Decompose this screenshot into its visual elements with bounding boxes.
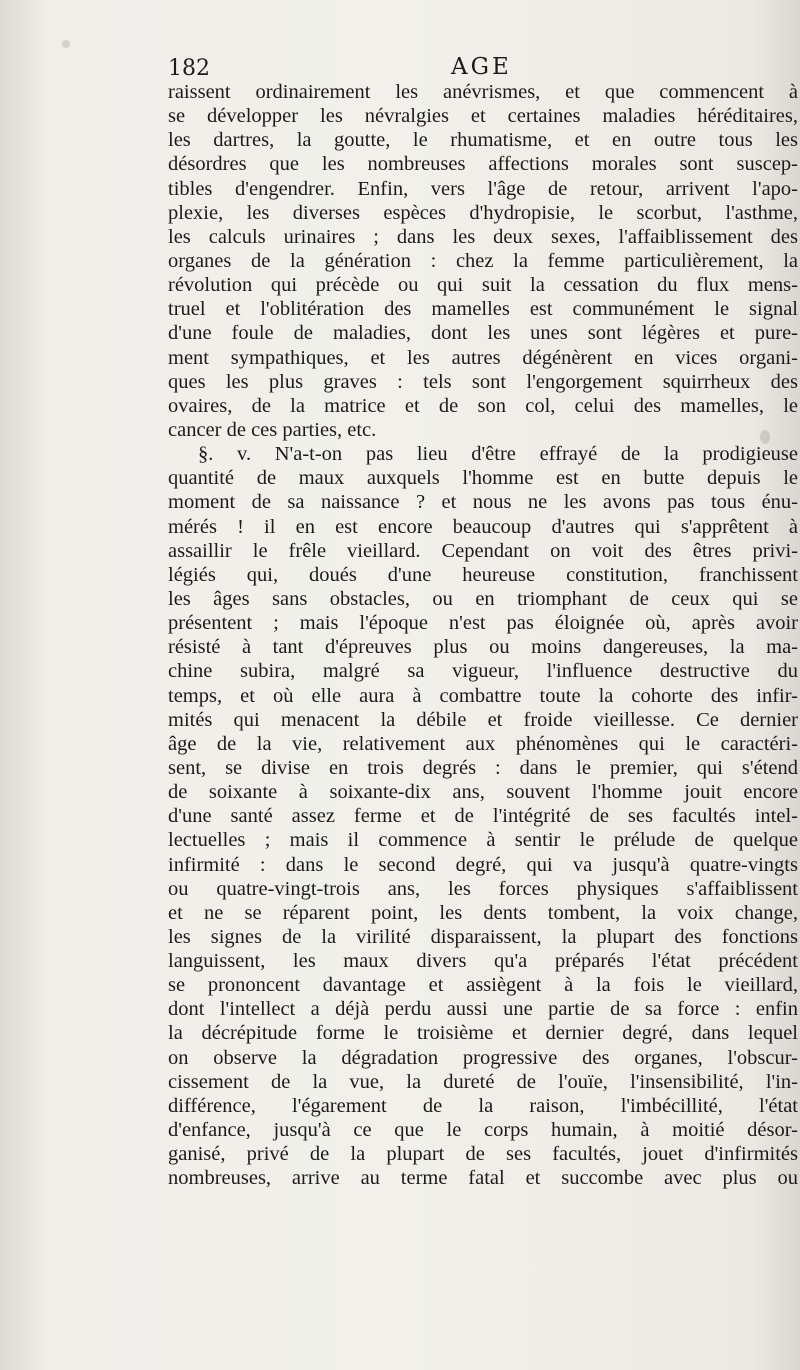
text-line: assaillir le frêle vieillard. Cependant on voit des êtres privi- [168,539,798,562]
text-line: mérés ! il en est encore beaucoup d'autres qui s'apprêtent à [168,515,798,538]
text-line: d'enfance, jusqu'à ce que le corps humain, à moitié désor- [168,1119,798,1142]
text-line: et ne se réparent point, les dents tombent, la voix change, [168,901,798,924]
text-line: cancer de ces parties, etc. [168,418,377,441]
text-line: légiés qui, doués d'une heureuse constitution, franchissent [168,563,798,586]
text-line: on observe la dégradation progressive des organes, l'obscur- [168,1046,798,1069]
text-line: moment de sa naissance ? et nous ne les avons pas tous énu- [168,491,798,514]
text-line: sent, se divise en trois degrés : dans le premier, qui s'étend [168,756,798,779]
text-line: âge de la vie, relativement aux phénomènes qui le caractéri- [168,732,798,755]
running-head: AGE [451,54,512,80]
text-line: ganisé, privé de la plupart de ses facultés, jouet d'infirmités [168,1143,798,1166]
text-line: ment sympathiques, et les autres dégénèrent en vices organi- [168,346,798,369]
text-line: lectuelles ; mais il commence à sentir le prélude de quelque [168,829,798,852]
paper-blemish [760,430,770,444]
paper-blemish [62,40,70,48]
page-number: 182 [168,56,210,81]
text-line: les calculs urinaires ; dans les deux sexes, l'affaiblissement des [168,225,798,248]
text-line: infirmité : dans le second degré, qui va jusqu'à quatre-vingts [168,853,798,876]
text-line: languissent, les maux divers qu'a préparés l'état précédent [168,950,798,973]
text-line: ou quatre-vingt-trois ans, les forces physiques s'affaiblissent [168,877,798,900]
text-line: temps, et où elle aura à combattre toute la cohorte des infir- [168,684,798,707]
text-line: se prononcent davantage et assiègent à la fois le vieillard, [168,974,798,997]
text-line: quantité de maux auxquels l'homme est en butte depuis le [168,467,798,490]
text-line: les âges sans obstacles, ou en triomphant de ceux qui se [168,587,798,610]
text-line: §. v. N'a-t-on pas lieu d'être effrayé de la prodigieuse [198,443,798,466]
page-body [168,80,798,1190]
text-line: résisté à tant d'épreuves plus ou moins dangereuses, la ma- [168,636,798,659]
text-line: révolution qui précède ou qui suit la cessation du flux mens- [168,274,798,297]
paragraph-1 [168,80,798,442]
text-line: d'une foule de maladies, dont les unes sont légères et pure- [168,322,798,345]
text-line: les signes de la virilité disparaissent, la plupart des fonctions [168,925,798,948]
text-line: tibles d'engendrer. Enfin, vers l'âge de retour, arrivent l'apo- [168,177,798,200]
text-line: différence, l'égarement de la raison, l'imbécillité, l'état [168,1094,798,1117]
text-line: présentent ; mais l'époque n'est pas éloignée où, après avoir [168,612,798,635]
text-line: se développer les névralgies et certaines maladies héréditaires, [168,105,798,128]
text-line: dont l'intellect a déjà perdu aussi une partie de sa force : enfin [168,998,798,1021]
text-line: nombreuses, arrive au terme fatal et succombe avec plus ou [168,1167,798,1190]
text-line: organes de la génération : chez la femme particulièrement, la [168,249,798,272]
text-line: ques les plus graves : tels sont l'engorgement squirrheux des [168,370,798,393]
text-line: plexie, les diverses espèces d'hydropisie, le scorbut, l'asthme, [168,201,798,224]
text-line: ovaires, de la matrice et de son col, celui des mamelles, le [168,394,798,417]
text-line: raissent ordinairement les anévrismes, et que commencent à [168,81,798,103]
text-line: désordres que les nombreuses affections morales sont suscep- [168,153,798,176]
text-line: les dartres, la goutte, le rhumatisme, et en outre tous les [168,129,798,152]
text-line: mités qui menacent la débile et froide vieillesse. Ce dernier [168,708,798,731]
text-line: d'une santé assez ferme et de l'intégrité de ses facultés intel- [168,805,798,828]
text-line: la décrépitude forme le troisième et dernier degré, dans lequel [168,1022,798,1045]
text-line: cissement de la vue, la dureté de l'ouïe, l'insensibilité, l'in- [168,1070,798,1093]
text-line: chine subira, malgré sa vigueur, l'influence destructive du [168,660,798,683]
text-line: truel et l'oblitération des mamelles est communément le signal [168,298,798,321]
paragraph-2 [168,442,798,1190]
text-line: de soixante à soixante-dix ans, souvent l'homme jouit encore [168,781,798,804]
